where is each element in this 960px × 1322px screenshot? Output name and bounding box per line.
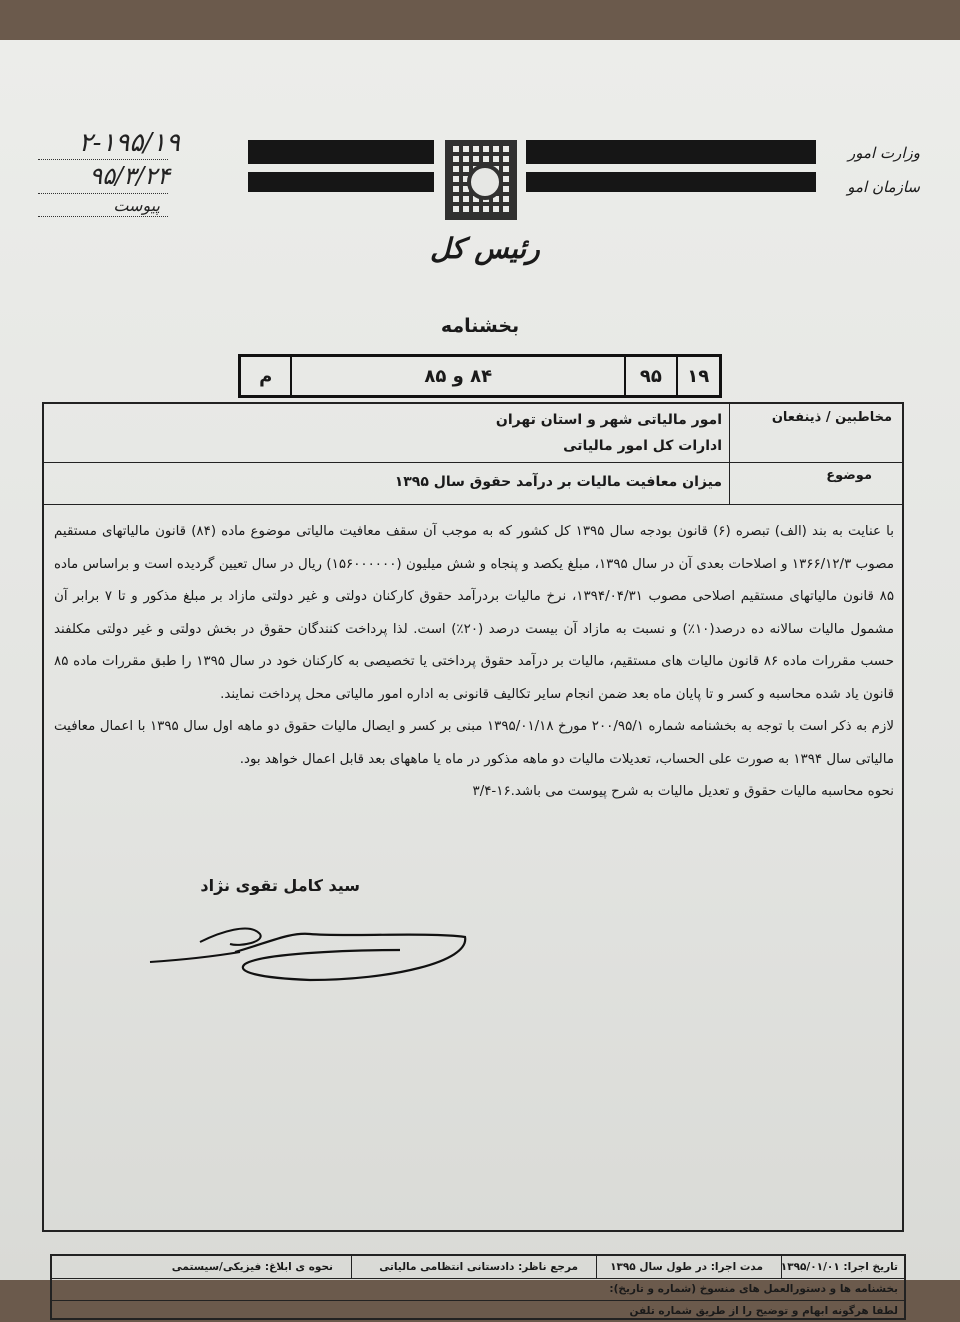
organization-logo-icon (445, 140, 517, 220)
divider (38, 216, 168, 217)
number-sequence: ۱۹ (676, 357, 719, 395)
organization-name: سازمان امو (847, 178, 920, 196)
divider (729, 462, 730, 504)
header-band (248, 172, 434, 192)
circular-body (54, 516, 894, 809)
signer-name: سید کامل تقوی نژاد (200, 876, 360, 895)
contact-note: لطفا هرگونه ابهام و توضیح را از طریق شماره تلفن (629, 1305, 898, 1317)
ministry-name: وزارت امور (848, 144, 920, 162)
signature-icon (140, 902, 480, 992)
number-m: م (259, 365, 273, 387)
divider (38, 159, 168, 160)
divider (44, 462, 902, 463)
addressee-line-1: امور مالیاتی شهر و استان تهران (495, 412, 722, 428)
circular-number-box (238, 354, 722, 398)
handwritten-date: ۹۵/۳/۲۴ (89, 162, 170, 190)
body-paragraph: نحوه محاسبه مالیات حقوق و تعدیل مالیات به شرح پیوست می باشد.۱۶-۳/۴ (472, 784, 894, 799)
divider (729, 404, 730, 462)
footer-table (50, 1254, 906, 1320)
number-articles: ۸۴ و ۸۵ (290, 357, 624, 395)
execution-date: تاریخ اجرا: ۱۳۹۵/۰۱/۰۱ (780, 1261, 898, 1273)
footer-row (52, 1278, 904, 1300)
notification-method: نحوه ی ابلاغ: فیزیکی/سیستمی (171, 1261, 333, 1273)
supervising-authority: مرجع ناظر: دادستانی انتظامی مالیاتی (379, 1261, 578, 1273)
divider (38, 193, 168, 194)
header-band (526, 140, 816, 164)
page-title: بخشنامه (440, 315, 520, 337)
addressee-line-2: ادارات کل امور مالیاتی (563, 438, 722, 454)
circular-frame (42, 402, 904, 1232)
handwritten-reference-number: ۲-۱۹۵/۱۹ (78, 128, 180, 158)
subject-label: موضوع (826, 468, 872, 483)
handwritten-attachment: پیوست (113, 196, 160, 215)
subject-value: میزان معافیت مالیات بر درآمد حقوق سال ۱۳۹۵ (394, 474, 722, 490)
body-paragraph: لازم به ذکر است با توجه به بخشنامه شماره ۲۰۰/۹۵/۱ مورخ ۱۳۹۵/۰۱/۱۸ مبنی بر کسر و ایصال مالیات حقوق دو ماهه اول سال ۱۳۹۵ با اعمال معافیت مالیاتی سال ۱۳۹۴ به صورت علی الحساب، تعدیلات مالیات دو ماهه مذکور در ماه یا ماههای بعد قابل اعمال خواهد بود. (54, 719, 894, 767)
chief-title: رئیس کل (430, 232, 540, 265)
addressees-label: مخاطبین / ذینفعان (771, 410, 892, 425)
document-page (0, 40, 960, 1317)
header-band (248, 140, 434, 164)
body-paragraph: با عنایت به بند (الف) تبصره (۶) قانون بودجه سال ۱۳۹۵ کل کشور که به موجب آن سقف معافیت مالیاتی موضوع ماده (۸۴) قانون مالیاتهای مستقیم مصوب ۱۳۶۶/۱۲/۳ و اصلاحات بعدی آن در سال ۱۳۹۵، مبلغ یکصد و پنجاه و شش میلیون (۱۵۶۰۰۰۰۰۰) ریال در سال تعیین گردیده است و براساس ماده ۸۵ قانون مالیاتهای مستقیم اصلاحی مصوب ۱۳۹۴/۰۴/۳۱، نرخ مالیات بردرآمد حقوق کارکنان دولتی و غیر دولتی مازاد بر مبلغ مذکور و تا ۷ برابر آن مشمول مالیات سالانه ده درصد(۱۰٪) و نسبت به مازاد آن بیست درصد (۲۰٪) است. لذا پرداخت کنندگان حقوق در بخش دولتی و غیر دولتی مکلفند حسب مقررات ماده ۸۶ قانون مالیات های مستقیم، مالیات بر درآمد حقوق پرداختی یا تخصیصی به کارکنان خود در سال ۱۳۹۵ را طبق مقررات ماده ۸۵ قانون یاد شده محاسبه و کسر و تا پایان ماه بعد ضمن انجام سایر تکالیف قانونی به اداره امور مالیاتی محل پرداخت نمایند. (54, 524, 895, 702)
number-year: ۹۵ (624, 357, 675, 395)
header-band (526, 172, 816, 192)
footer-row (52, 1300, 904, 1322)
obsolete-circulars: بخشنامه ها و دستورالعمل های منسوخ (شماره و تاریخ): (609, 1283, 898, 1295)
execution-duration: مدت اجرا: در طول سال ۱۳۹۵ (610, 1261, 763, 1273)
footer-row (52, 1256, 904, 1278)
divider (44, 504, 902, 505)
